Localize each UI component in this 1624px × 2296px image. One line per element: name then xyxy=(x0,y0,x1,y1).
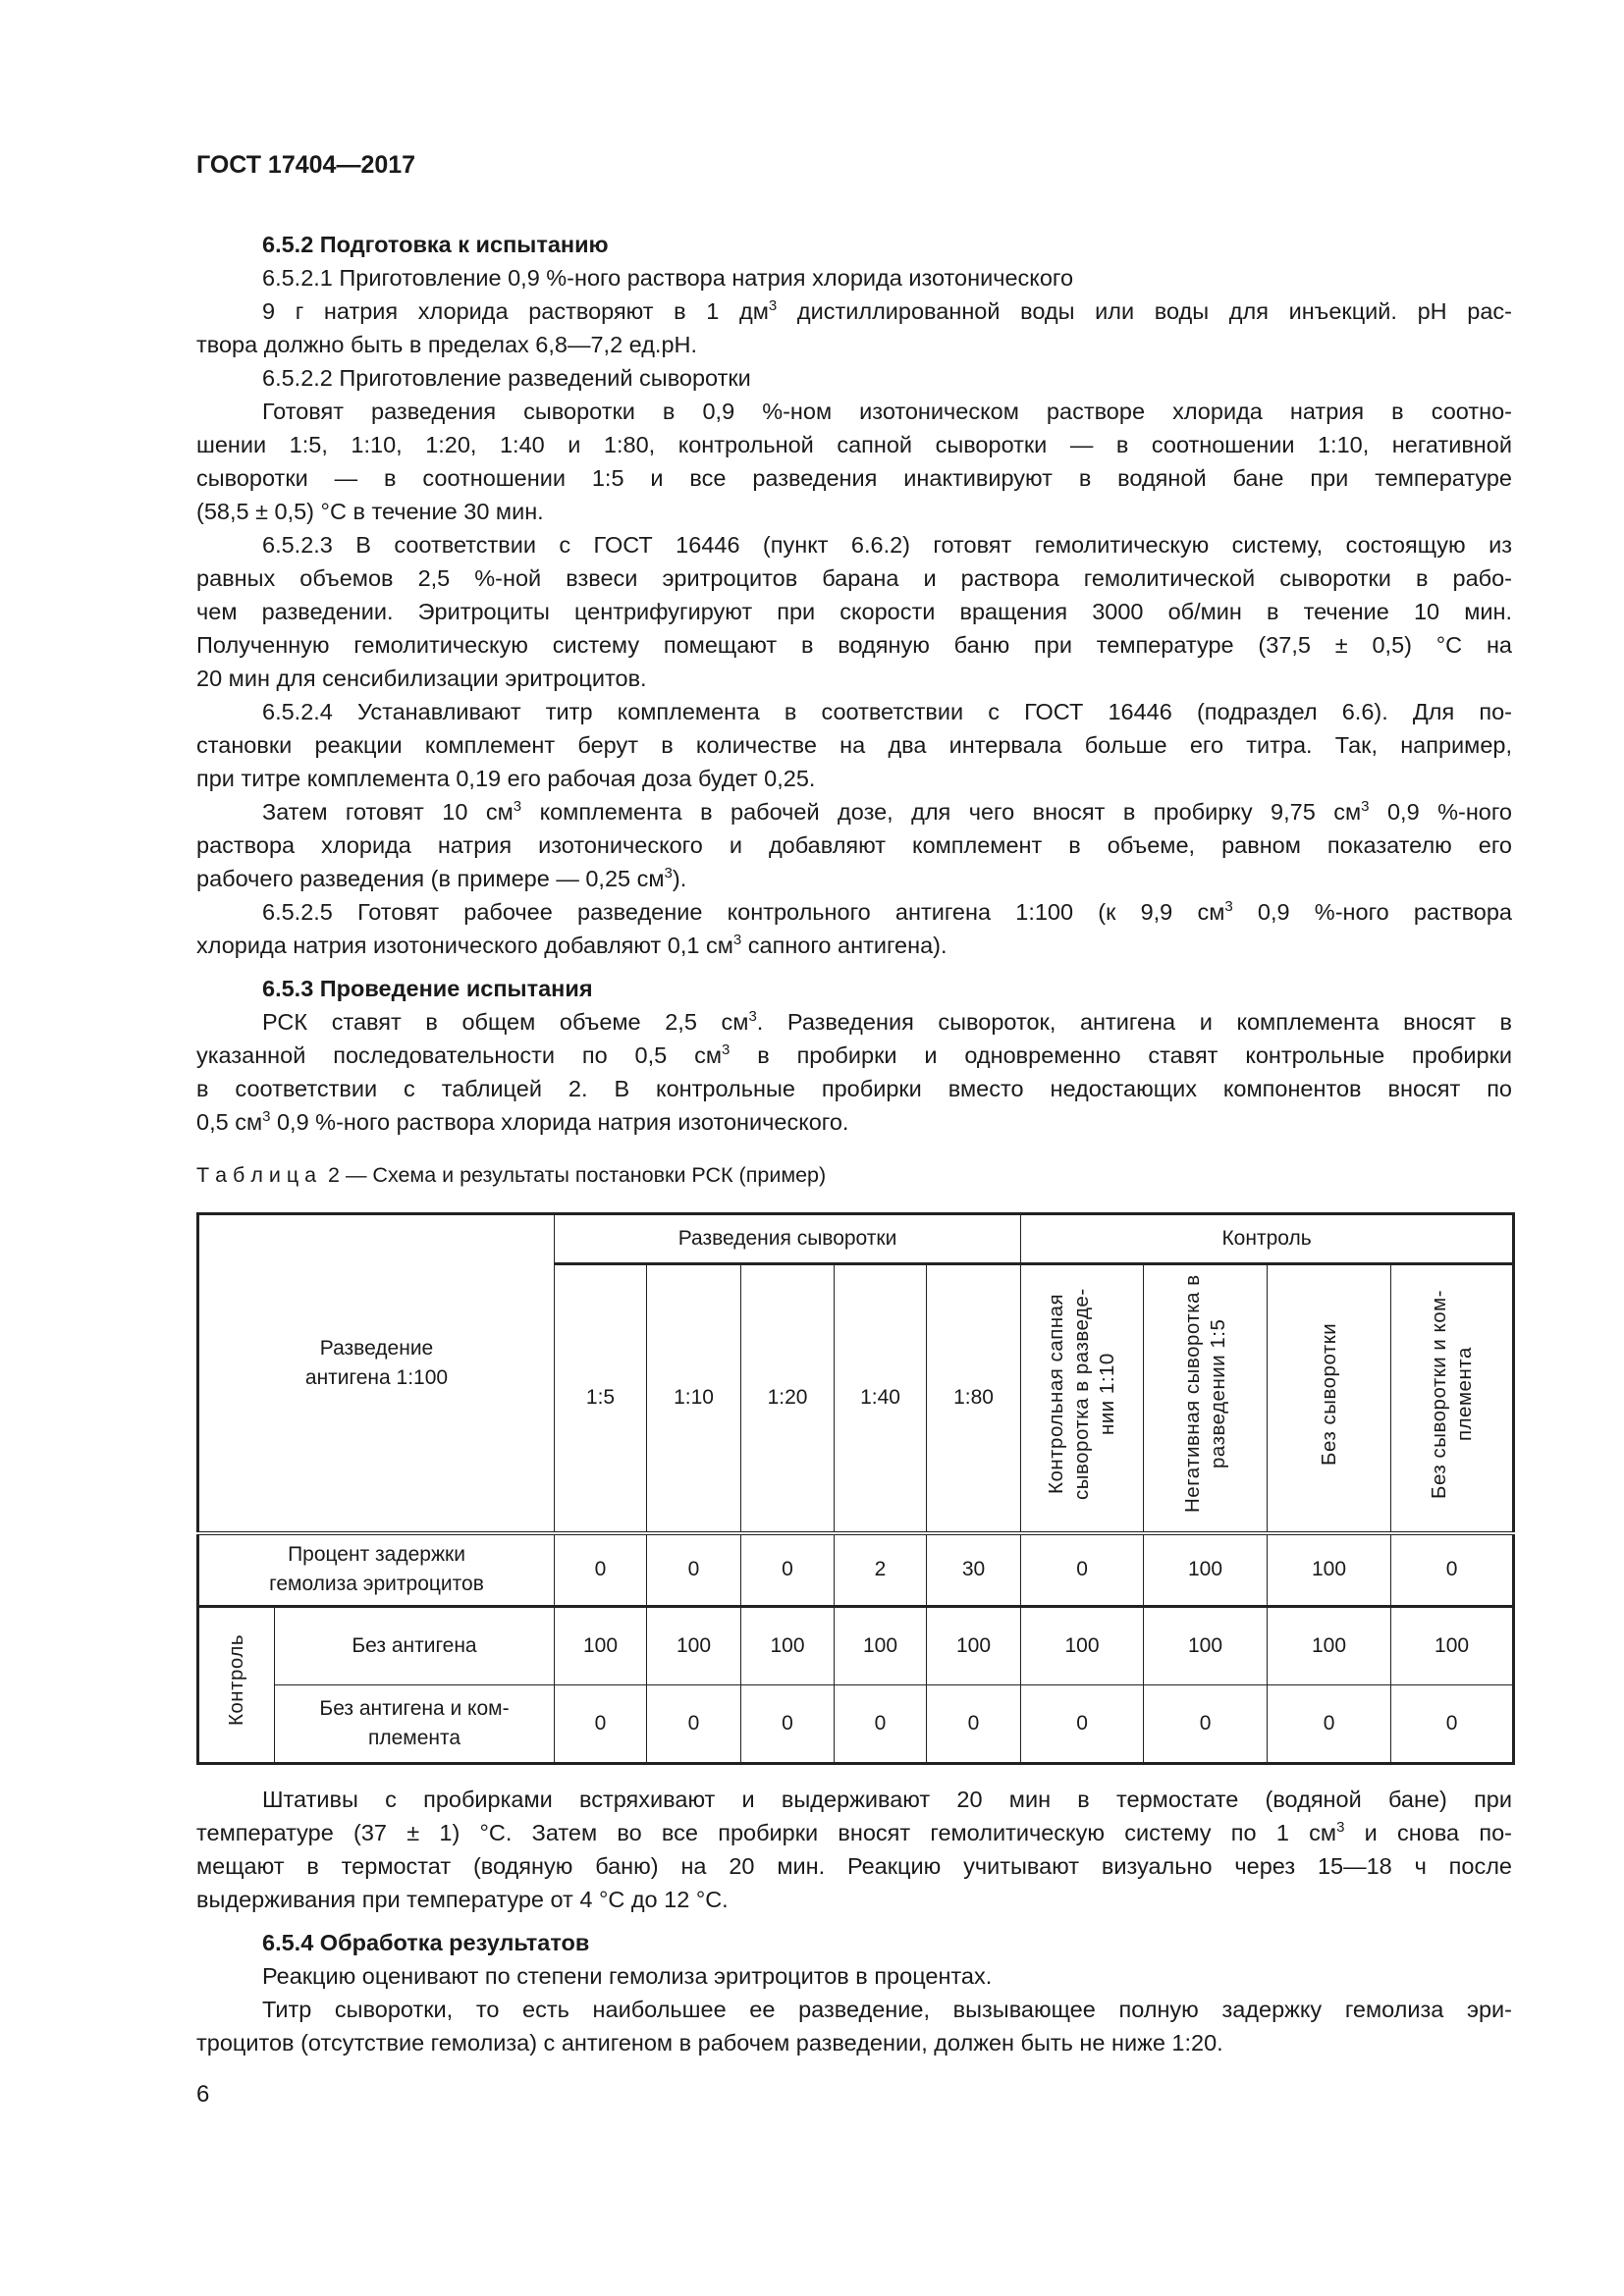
text-segment: в пробирки и одновременно ставят контрольные пробирки xyxy=(730,1042,1512,1068)
text-line xyxy=(196,561,1512,595)
section-after-table-text xyxy=(196,1783,1512,2059)
text-segment: РСК ставят в общем объеме 2,5 см xyxy=(262,1009,749,1035)
text-line xyxy=(196,1993,1512,2026)
superscript: 3 xyxy=(1336,1819,1345,1836)
table-cell: 0 xyxy=(927,1685,1021,1764)
dilution-header: 1:10 xyxy=(647,1264,741,1533)
text-line xyxy=(196,461,1512,495)
text-line xyxy=(196,929,1512,962)
text-segment: в соответствии с таблицей 2. В контрольные пробирки вместо недостающих компонентов вносят по xyxy=(196,1076,1512,1101)
text-segment: 0,9 %-ного раствора хлорида натрия изотонического. xyxy=(270,1109,849,1135)
table-cell: 0 xyxy=(1021,1685,1144,1764)
text-line xyxy=(196,261,1512,294)
table-cell: 2 xyxy=(835,1533,927,1607)
document-header: ГОСТ 17404—2017 xyxy=(196,151,416,179)
text-line xyxy=(196,1883,1512,1916)
table-cell: 0 xyxy=(835,1685,927,1764)
text-segment: 6.5.4 Обработка результатов xyxy=(262,1930,590,1955)
text-line xyxy=(196,828,1512,862)
text-line xyxy=(196,972,1512,1005)
paragraph xyxy=(196,528,1512,695)
text-segment: шении 1:5, 1:10, 1:20, 1:40 и 1:80, контрольной сапной сыворотки — в соотношении 1:10, негативной xyxy=(196,432,1512,457)
control-header xyxy=(1268,1264,1391,1533)
section-heading xyxy=(196,228,1512,261)
paragraph xyxy=(196,361,1512,395)
text-line xyxy=(196,795,1512,828)
text-segment: температуре (37 ± 1) °С. Затем во все пробирки вносят гемолитическую систему по 1 см xyxy=(196,1820,1337,1845)
superscript: 3 xyxy=(664,865,673,881)
control-header-text: Без сыворотки xyxy=(1317,1322,1340,1466)
table-cell: 100 xyxy=(555,1607,647,1685)
text-segment: равных объемов 2,5 %-ной взвеси эритроцитов барана и раствора гемолитической сыворотки в рабо- xyxy=(196,565,1512,591)
text-segment: сапного антигена). xyxy=(741,933,947,958)
superscript: 3 xyxy=(1361,798,1370,815)
text-line xyxy=(196,328,1512,361)
text-segment: троцитов (отсутствие гемолиза) с антигеном в рабочем разведении, должен быть не ниже 1:20. xyxy=(196,2030,1223,2056)
text-segment: 6.5.2.4 Устанавливают титр комплемента в соответствии с ГОСТ 16446 (подраздел 6.6). Для по- xyxy=(262,699,1512,724)
text-line xyxy=(196,662,1512,695)
table-cell: 100 xyxy=(1144,1607,1268,1685)
text-segment: 6.5.3 Проведение испытания xyxy=(262,976,593,1001)
text-segment: раствора хлорида натрия изотонического и добавляют комплемент в объеме, равном показателю его xyxy=(196,832,1512,858)
text-line xyxy=(196,1005,1512,1039)
superscript: 3 xyxy=(732,932,742,948)
text-line xyxy=(196,1072,1512,1105)
text-segment: хлорида натрия изотонического добавляют 0,1 см xyxy=(196,933,733,958)
control-header-text: Без сыворотки и ком-племента xyxy=(1427,1289,1476,1499)
text-segment: Реакцию оценивают по степени гемолиза эритроцитов в процентах. xyxy=(262,1963,993,1989)
control-header-text: Негативная сыворотка в разведении 1:5 xyxy=(1180,1274,1229,1514)
dilution-header: 1:80 xyxy=(927,1264,1021,1533)
section-6-5-2-text xyxy=(196,228,1512,1139)
text-line xyxy=(196,1816,1512,1849)
text-line xyxy=(196,428,1512,461)
text-line xyxy=(196,1039,1512,1072)
text-segment: рабочего разведения (в примере — 0,25 см xyxy=(196,866,665,891)
paragraph xyxy=(196,261,1512,294)
corner-header xyxy=(198,1214,555,1533)
text-line xyxy=(196,1105,1512,1139)
text-segment: указанной последовательности по 0,5 см xyxy=(196,1042,722,1068)
text-line xyxy=(196,1959,1512,1993)
text-segment: 0,5 см xyxy=(196,1109,263,1135)
text-segment: (58,5 ± 0,5) °С в течение 30 мин. xyxy=(196,499,544,524)
text-segment: Титр сыворотки, то есть наибольшее ее разведение, вызывающее полную задержку гемолиза эри- xyxy=(262,1997,1512,2022)
text-segment: при титре комплемента 0,19 его рабочая доза будет 0,25. xyxy=(196,766,816,791)
text-line xyxy=(196,762,1512,795)
text-segment: мещают в термостат (водяную баню) на 20 мин. Реакцию учитывают визуально через 15—18 ч после xyxy=(196,1853,1512,1879)
text-segment: 6.5.2.1 Приготовление 0,9 %-ного раствора натрия хлорида изотонического xyxy=(262,265,1074,291)
text-segment: 9 г натрия хлорида растворяют в 1 дм xyxy=(262,298,769,324)
table-cell: 100 xyxy=(1021,1607,1144,1685)
table-cell: 30 xyxy=(927,1533,1021,1607)
table-cell: 0 xyxy=(1268,1685,1391,1764)
control-group-label xyxy=(198,1607,275,1764)
text-segment: выдерживания при температуре от 4 °С до 12 °С. xyxy=(196,1887,729,1912)
table-cell: 0 xyxy=(647,1533,741,1607)
text-segment: Штативы с пробирками встряхивают и выдерживают 20 мин в термостате (водяной бане) при xyxy=(262,1787,1512,1812)
text-line xyxy=(196,862,1512,895)
text-segment: ). xyxy=(672,866,687,891)
row-label xyxy=(198,1533,555,1607)
text-line xyxy=(196,294,1512,328)
superscript: 3 xyxy=(513,798,522,815)
table-cell: 100 xyxy=(835,1607,927,1685)
header-dilutions: Разведения сыворотки xyxy=(555,1214,1021,1264)
text-segment: чем разведении. Эритроциты центрифугируют при скорости вращения 3000 об/мин в течение 10 мин. xyxy=(196,599,1512,624)
table-cell: 100 xyxy=(1268,1607,1391,1685)
text-line xyxy=(196,728,1512,762)
header-control: Контроль xyxy=(1021,1214,1514,1264)
text-line xyxy=(196,528,1512,561)
paragraph xyxy=(196,1783,1512,1916)
text-segment: сыворотки — в соотношении 1:5 и все разведения инактивируют в водяной бане при температуре xyxy=(196,465,1512,491)
table-cell: 0 xyxy=(1021,1533,1144,1607)
superscript: 3 xyxy=(1224,898,1233,915)
page-number: 6 xyxy=(196,2081,210,2108)
superscript: 3 xyxy=(262,1108,271,1125)
row-label-text: Без антигена и ком-племента xyxy=(319,1697,510,1749)
row-label: Без антигена xyxy=(275,1607,555,1685)
table-caption: Т а б л и ц а 2 — Схема и результаты постановки РСК (пример) xyxy=(196,1163,827,1187)
text-segment: 6.5.2.2 Приготовление разведений сыворотки xyxy=(262,365,751,391)
superscript: 3 xyxy=(748,1008,757,1025)
dilution-header: 1:40 xyxy=(835,1264,927,1533)
table-cell: 0 xyxy=(1391,1685,1514,1764)
paragraph xyxy=(196,695,1512,795)
control-header-text: Контрольная сапная сыворотка в разведе-нии 1:10 xyxy=(1045,1287,1119,1500)
text-line xyxy=(196,495,1512,528)
paragraph xyxy=(196,294,1512,361)
text-segment: Готовят разведения сыворотки в 0,9 %-ном изотоническом растворе хлорида натрия в соотно- xyxy=(262,399,1512,424)
control-header xyxy=(1391,1264,1514,1533)
paragraph xyxy=(196,395,1512,528)
corner-header-text: Разведение антигена 1:100 xyxy=(304,1336,449,1389)
text-segment: 6.5.2.5 Готовят рабочее разведение контрольного антигена 1:100 (к 9,9 см xyxy=(262,899,1225,925)
table-cell: 0 xyxy=(555,1685,647,1764)
table-cell: 0 xyxy=(647,1685,741,1764)
table-cell: 100 xyxy=(741,1607,835,1685)
text-line xyxy=(196,695,1512,728)
text-segment: дистиллированной воды или воды для инъекций. pH рас- xyxy=(777,298,1512,324)
section-heading xyxy=(196,1926,1512,1959)
text-segment: комплемента в рабочей дозе, для чего вносят в пробирку 9,75 см xyxy=(521,799,1362,825)
paragraph xyxy=(196,895,1512,962)
table-cell: 100 xyxy=(927,1607,1021,1685)
text-line xyxy=(196,361,1512,395)
paragraph xyxy=(196,795,1512,895)
text-segment: . Разведения сывороток, антигена и комплемента вносят в xyxy=(756,1009,1512,1035)
text-segment: 6.5.2 Подготовка к испытанию xyxy=(262,232,609,257)
text-segment: 0,9 %-ного раствора xyxy=(1232,899,1512,925)
superscript: 3 xyxy=(768,297,778,314)
text-segment: твора должно быть в пределах 6,8—7,2 ед.pH. xyxy=(196,332,698,357)
table-cell: 100 xyxy=(1391,1607,1514,1685)
table-cell: 100 xyxy=(1268,1533,1391,1607)
paragraph xyxy=(196,1005,1512,1139)
text-line xyxy=(196,595,1512,628)
results-table xyxy=(196,1212,1515,1765)
row-label-text: Процент задержки гемолиза эритроцитов xyxy=(269,1543,484,1596)
control-header xyxy=(1021,1264,1144,1533)
table-cell: 0 xyxy=(741,1533,835,1607)
text-segment: и снова по- xyxy=(1344,1820,1512,1845)
table-cell: 0 xyxy=(1391,1533,1514,1607)
table-cell: 100 xyxy=(1144,1533,1268,1607)
table-cell: 0 xyxy=(555,1533,647,1607)
text-line xyxy=(196,895,1512,929)
text-segment: 0,9 %-ного xyxy=(1369,799,1512,825)
text-line xyxy=(196,2026,1512,2059)
text-segment: 6.5.2.3 В соответствии с ГОСТ 16446 (пункт 6.6.2) готовят гемолитическую систему, состоящую из xyxy=(262,532,1512,558)
section-heading xyxy=(196,972,1512,1005)
text-line xyxy=(196,628,1512,662)
paragraph xyxy=(196,1993,1512,2059)
text-line xyxy=(196,1926,1512,1959)
text-line xyxy=(196,228,1512,261)
row-label xyxy=(275,1685,555,1764)
table-cell: 100 xyxy=(647,1607,741,1685)
paragraph xyxy=(196,1959,1512,1993)
text-line xyxy=(196,395,1512,428)
text-segment: Полученную гемолитическую систему помещают в водяную баню при температуре (37,5 ± 0,5) °С на xyxy=(196,632,1512,658)
dilution-header: 1:5 xyxy=(555,1264,647,1533)
text-line xyxy=(196,1783,1512,1816)
superscript: 3 xyxy=(722,1041,731,1058)
text-segment: 20 мин для сенсибилизации эритроцитов. xyxy=(196,666,647,691)
table-cell: 0 xyxy=(741,1685,835,1764)
table-cell: 0 xyxy=(1144,1685,1268,1764)
control-group-text: Контроль xyxy=(225,1634,247,1727)
control-header xyxy=(1144,1264,1268,1533)
text-segment: становки реакции комплемент берут в количестве на два интервала больше его титра. Так, например, xyxy=(196,732,1512,758)
text-line xyxy=(196,1849,1512,1883)
dilution-header: 1:20 xyxy=(741,1264,835,1533)
text-segment: Затем готовят 10 см xyxy=(262,799,514,825)
